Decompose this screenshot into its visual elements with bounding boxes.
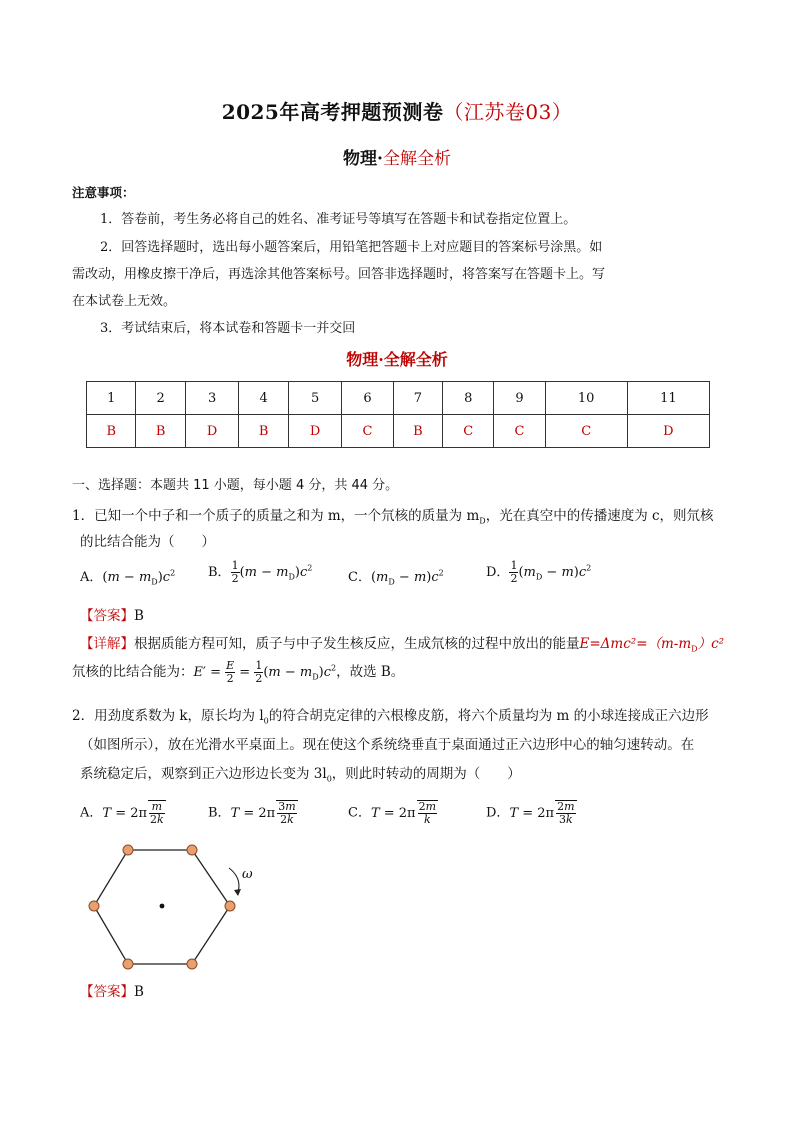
q1-option-b-label: B． xyxy=(208,565,231,580)
q1-stem-line-2: 的比结合能为（ ） xyxy=(80,534,215,550)
answer-letter: C xyxy=(494,415,545,448)
q2-stem-text-4: ，则此时转动的周期为（ ） xyxy=(331,766,521,782)
q1-detail-text: 根据质能方程可知，质子与中子发生核反应，生成氘核的过程中放出的能量 xyxy=(134,636,580,652)
q2-option-d-label: D． xyxy=(486,805,510,821)
note-item-2-line-3: 在本试卷上无效。 xyxy=(72,294,177,309)
q2-option-b-label: B． xyxy=(208,805,231,821)
q1-answer-tag: 【答案】 xyxy=(80,608,134,624)
q1-option-b-formula: $(m - m_D)c^2$ xyxy=(239,563,313,582)
q1-stem-sub: D xyxy=(479,516,486,526)
title-province: （江苏卷03） xyxy=(443,100,573,124)
q1-stem-text: 1．已知一个中子和一个质子的质量之和为 m，一个氘核的质量为 m xyxy=(72,508,480,524)
note-item-3: 3．考试结束后，将本试卷和答题卡一并交回 xyxy=(100,321,356,336)
q1-detail-formula-sub: D xyxy=(691,644,698,654)
answer-table-answers-row xyxy=(87,415,710,448)
ball xyxy=(187,845,197,855)
notes-heading: 注意事项： xyxy=(72,185,135,200)
q2-option-d-formula: T = 2π $\frac{2m}{3k}$ xyxy=(509,800,575,826)
ball xyxy=(123,959,133,969)
q1-option-c xyxy=(348,566,444,587)
q1-option-d-label: D． xyxy=(486,565,510,580)
q2-stem-text-3: 系统稳定后，观察到正六边形边长变为 3l xyxy=(80,766,327,782)
q1-option-c-label: C． xyxy=(348,570,371,585)
q2-option-a xyxy=(80,800,166,826)
q2-option-b-formula: T = 2π $\frac{3m}{2k}$ xyxy=(230,800,296,826)
ball xyxy=(123,845,133,855)
answer-letter: B xyxy=(393,415,442,448)
q1-answer xyxy=(80,604,144,624)
q1-detail-equation: E′ = $\frac{E}{2}$ = $\frac{1}{2}$ $(m - m_D)c^2$ xyxy=(193,659,337,685)
question-number: 5 xyxy=(288,382,342,415)
question-number: 7 xyxy=(393,382,442,415)
answer-letter: C xyxy=(342,415,393,448)
q1-detail-formula: E=Δmc²=（m-m xyxy=(579,636,692,652)
q1-option-d-fraction: $\frac{1}{2}$ xyxy=(510,559,518,585)
answer-table-title: 物理·全解全析 xyxy=(346,350,448,369)
ball xyxy=(225,901,235,911)
question-number: 8 xyxy=(443,382,494,415)
q2-answer xyxy=(80,980,144,1000)
q1-detail-lead: 氘核的比结合能为： xyxy=(72,664,194,680)
q1-detail-tag: 【详解】 xyxy=(80,636,134,652)
q1-answer-value: B xyxy=(134,608,144,624)
answer-letter: B xyxy=(239,415,288,448)
q2-stem-line-3 xyxy=(80,762,521,784)
q2-answer-tag: 【答案】 xyxy=(80,984,134,1000)
q2-stem-text: 2．用劲度系数为 k，原长均为 l xyxy=(72,708,264,724)
note-item-2-line-1: 2．回答选择题时，选出每小题答案后，用铅笔把答题卡上对应题目的答案标号涂黑。如 xyxy=(100,240,603,255)
q1-detail-line-2 xyxy=(72,660,404,685)
subtitle-subject: 物理· xyxy=(343,149,383,169)
question-number: 4 xyxy=(239,382,288,415)
question-number: 3 xyxy=(185,382,239,415)
omega-label: ω xyxy=(242,867,253,882)
question-number: 10 xyxy=(545,382,627,415)
q1-option-a-label: A． xyxy=(80,570,103,585)
answer-letter: D xyxy=(627,415,709,448)
subtitle-type: 全解全析 xyxy=(382,149,451,169)
rotation-arrowhead-icon xyxy=(234,889,241,896)
hexagon-center xyxy=(160,904,165,909)
q1-option-a-formula: $(m - m_D)c^2$ xyxy=(102,568,176,587)
section-heading: 一、选择题：本题共 11 小题，每小题 4 分，共 44 分。 xyxy=(72,478,399,493)
note-item-1: 1．答卷前，考生务必将自己的姓名、准考证号等填写在答题卡和试卷指定位置上。 xyxy=(100,212,577,227)
q1-option-b-fraction: $\frac{1}{2}$ xyxy=(231,559,239,585)
q1-stem-text-2: ，光在真空中的传播速度为 c，则氘核 xyxy=(485,508,714,524)
question-number: 11 xyxy=(627,382,709,415)
q1-option-a xyxy=(80,566,175,587)
answer-table-numbers-row xyxy=(87,382,710,415)
answer-letter: B xyxy=(87,415,136,448)
q1-detail-formula-end: ）c² xyxy=(697,636,725,652)
q2-option-c xyxy=(348,800,438,826)
hexagon-figure xyxy=(84,838,264,972)
q1-detail-end: ，故选 B。 xyxy=(336,664,405,680)
q2-option-c-label: C． xyxy=(348,805,371,821)
q1-stem-line-1 xyxy=(72,504,714,526)
q2-answer-value: B xyxy=(134,984,144,1000)
q2-stem-sub: 0 xyxy=(263,716,269,726)
ball xyxy=(89,901,99,911)
q1-option-c-formula: $(m_D - m)c^2$ xyxy=(370,568,444,587)
q2-option-c-formula: T = 2π $\frac{2m}{k}$ xyxy=(370,800,437,826)
title-main: 2025年高考押题预测卷 xyxy=(221,100,444,124)
question-number: 1 xyxy=(87,382,136,415)
q2-stem-line-1 xyxy=(72,704,709,726)
answer-letter: C xyxy=(443,415,494,448)
q1-option-b xyxy=(208,560,312,585)
rotation-arrow-icon xyxy=(229,868,239,892)
answer-letter: B xyxy=(136,415,185,448)
question-number: 9 xyxy=(494,382,545,415)
q2-stem-text-2: 的符合胡克定律的六根橡皮筋，将六个质量均为 m 的小球连接成正六边形 xyxy=(268,708,709,724)
q1-option-d-formula: $(m_D - m)c^2$ xyxy=(518,563,592,582)
q2-option-d xyxy=(486,800,577,826)
answer-letter: D xyxy=(288,415,342,448)
q2-option-a-formula: T = 2π $\frac{m}{2k}$ xyxy=(102,800,164,826)
q2-stem-sub-2: 0 xyxy=(326,774,332,784)
answer-letter: D xyxy=(185,415,239,448)
question-number: 6 xyxy=(342,382,393,415)
note-item-2-line-2: 需改动，用橡皮擦干净后，再选涂其他答案标号。回答非选择题时，将答案写在答题卡上。写 xyxy=(72,267,606,282)
q2-option-b xyxy=(208,800,298,826)
page-subtitle xyxy=(0,144,794,169)
q1-option-d xyxy=(486,560,591,585)
ball xyxy=(187,959,197,969)
page-title xyxy=(0,96,794,125)
answer-table xyxy=(86,381,710,448)
answer-letter: C xyxy=(545,415,627,448)
q2-option-a-label: A． xyxy=(80,805,103,821)
question-number: 2 xyxy=(136,382,185,415)
q2-stem-line-2: （如图所示），放在光滑水平桌面上。现在使这个系统绕垂直于桌面通过正六边形中心的轴匀速转动。在 xyxy=(80,737,695,753)
q1-detail-line-1 xyxy=(80,632,724,654)
